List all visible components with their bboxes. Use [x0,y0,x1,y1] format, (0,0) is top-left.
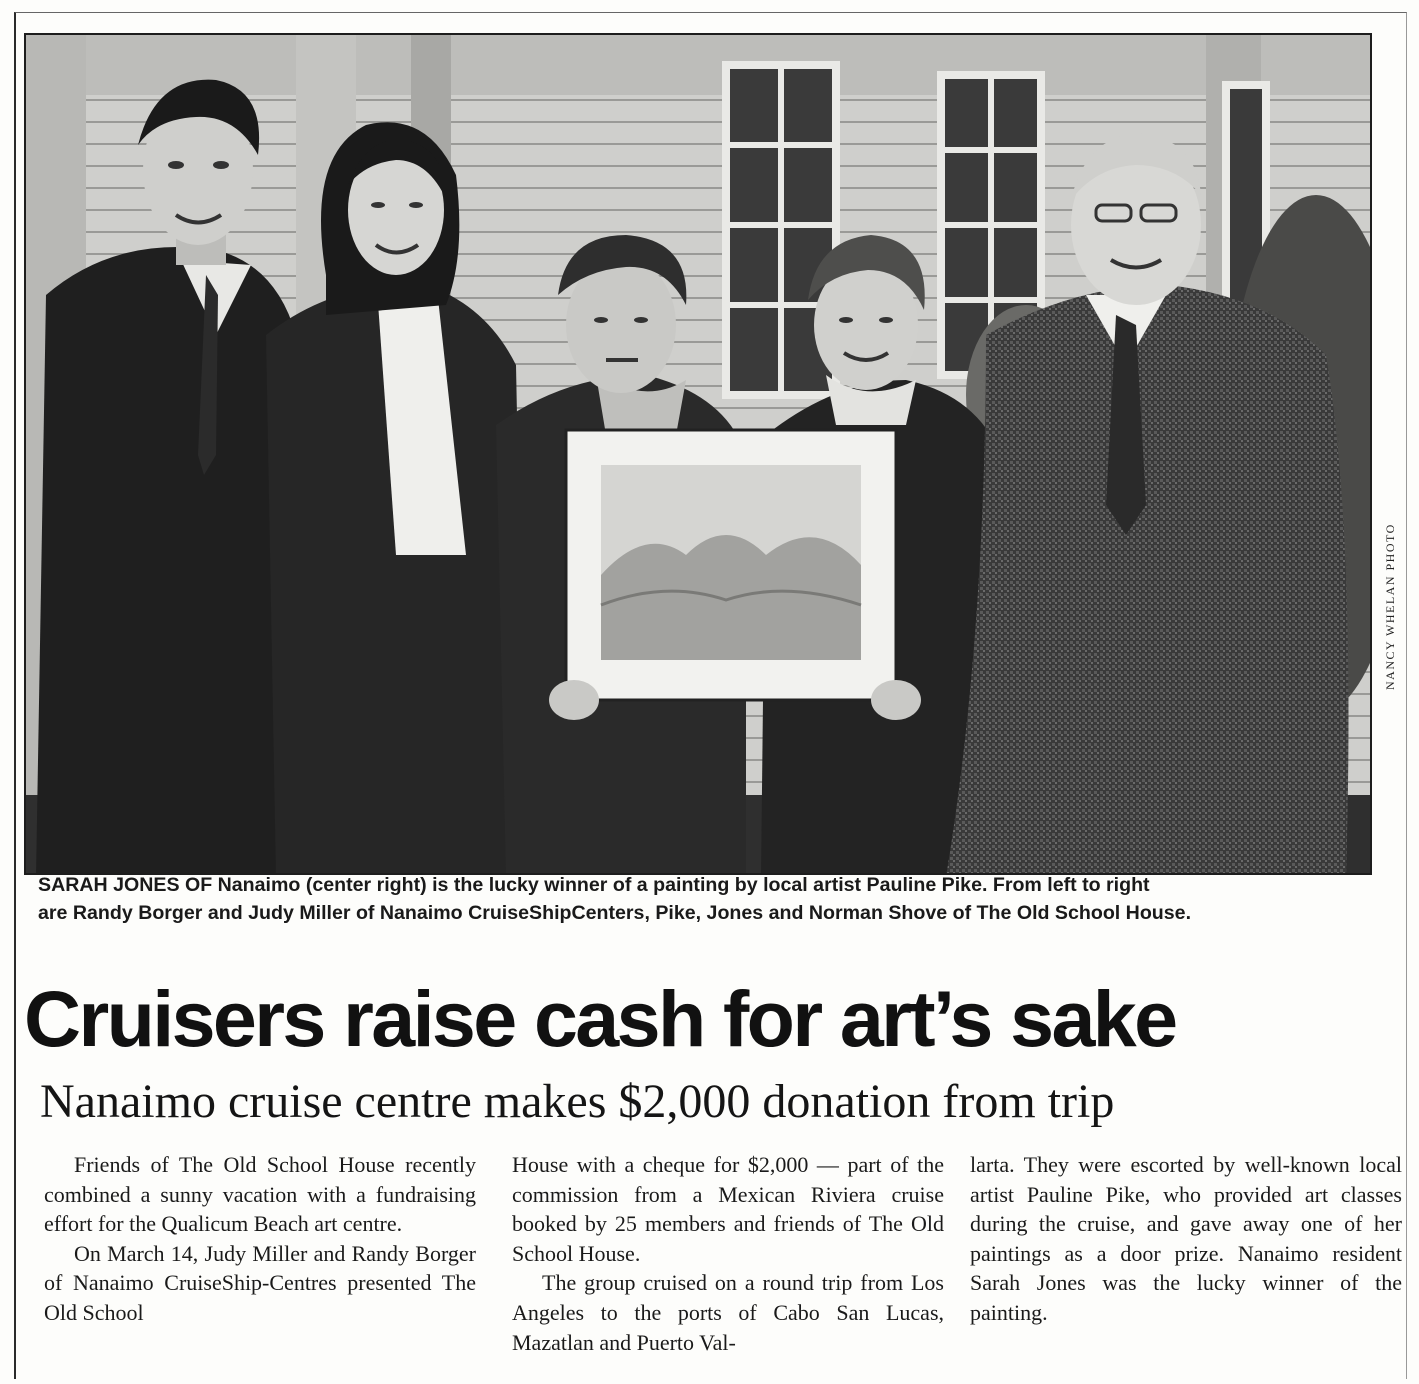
paragraph: House with a cheque for $2,000 — part of the commission from a Mexican Riviera cruise booked by 25 members and friends of The Old School House. [512,1152,944,1266]
article-column-3 [970,1150,1402,1328]
headline: Cruisers raise cash for art’s sake [24,974,1176,1063]
article-column-2 [512,1150,944,1357]
caption-line-1: SARAH JONES OF Nanaimo (center right) is the lucky winner of a painting by local artist Pauline Pike. From left to right [38,874,1150,896]
paragraph: On March 14, Judy Miller and Randy Borger of Nanaimo CruiseShip-Centres presented The Old School [44,1240,476,1325]
paragraph: Friends of The Old School House recently combined a sunny vacation with a fundraising effort for the Qualicum Beach art centre. [44,1152,476,1237]
paragraph: The group cruised on a round trip from Los Angeles to the ports of Cabo San Lucas, Mazatlan and Puerto Val- [512,1270,944,1355]
photo-credit: NANCY WHELAN PHOTO [1383,523,1397,690]
photo-caption [38,871,1398,927]
article-column-1 [44,1150,476,1328]
article-body [44,1150,1404,1380]
paragraph: larta. They were escorted by well-known local artist Pauline Pike, who provided art classes during the cruise, and gave away one of her paintings as a door prize. Nanaimo resident Sarah Jones was the lucky winner of the painting. [970,1152,1402,1325]
group-photo [24,33,1372,875]
group-photo-icon [26,35,1372,875]
caption-line-2: are Randy Borger and Judy Miller of Nanaimo CruiseShipCenters, Pike, Jones and Norman Shove of The Old School House. [38,902,1192,924]
subheadline: Nanaimo cruise centre makes $2,000 donation from trip [40,1075,1115,1128]
